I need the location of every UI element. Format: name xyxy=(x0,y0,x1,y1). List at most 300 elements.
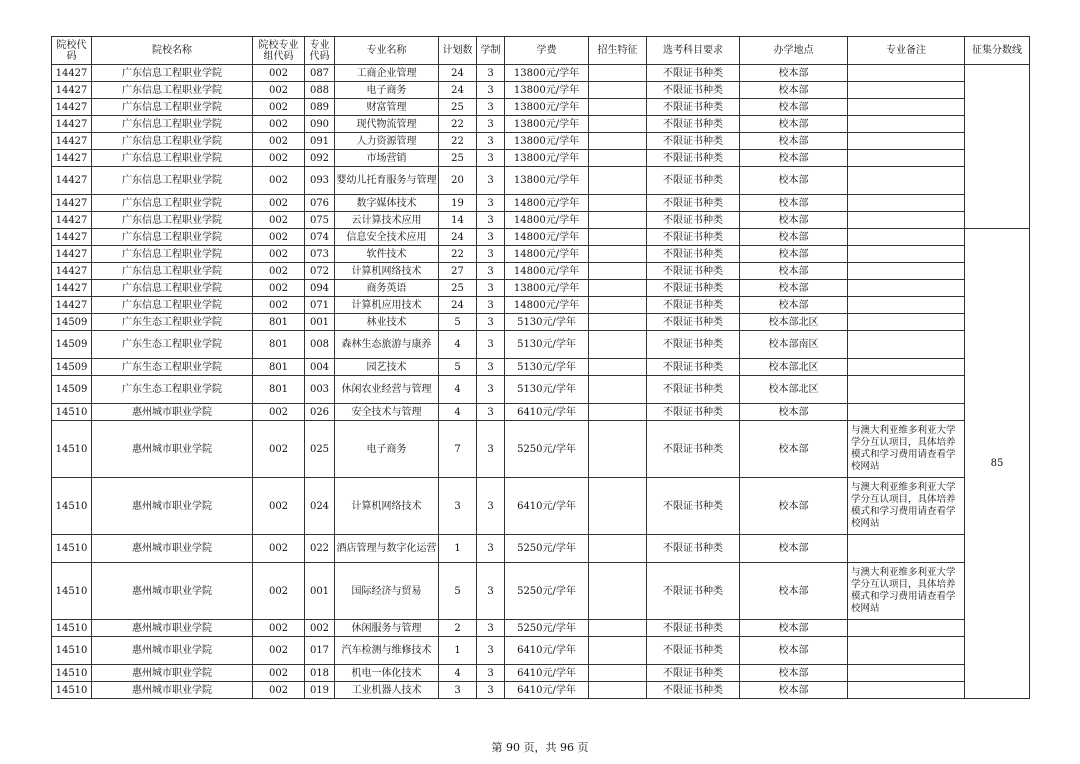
years-cell: 3 xyxy=(477,229,505,246)
feature-cell xyxy=(589,535,647,563)
header-group-code: 院校专业组代码 xyxy=(253,37,305,65)
group-code-cell: 002 xyxy=(253,421,305,478)
header-school-code: 院校代码 xyxy=(52,37,92,65)
remark-cell xyxy=(848,167,965,195)
remark-cell xyxy=(848,65,965,82)
major-code-cell: 017 xyxy=(305,637,335,665)
tuition-cell: 13800元/学年 xyxy=(505,133,589,150)
page-footer: 第 90 页，共 96 页 xyxy=(491,741,589,754)
group-code-cell: 801 xyxy=(253,314,305,331)
remark-cell xyxy=(848,620,965,637)
table-row xyxy=(52,478,1030,535)
school-code-cell: 14510 xyxy=(52,421,92,478)
plan-cell: 24 xyxy=(439,82,477,99)
tuition-cell: 14800元/学年 xyxy=(505,297,589,314)
major-name-cell: 计算机网络技术 xyxy=(335,263,439,280)
plan-cell: 25 xyxy=(439,280,477,297)
group-code-cell: 002 xyxy=(253,620,305,637)
school-code-cell: 14509 xyxy=(52,376,92,404)
subject-cell: 不限证书种类 xyxy=(647,212,740,229)
remark-cell: 与澳大利亚维多利亚大学学分互认项目，具体培养模式和学习费用请查看学校网站 xyxy=(848,478,965,535)
remark-cell xyxy=(848,359,965,376)
major-name-cell: 财富管理 xyxy=(335,99,439,116)
tuition-cell: 5130元/学年 xyxy=(505,331,589,359)
table-row xyxy=(52,376,1030,404)
plan-cell: 25 xyxy=(439,99,477,116)
subject-cell: 不限证书种类 xyxy=(647,229,740,246)
feature-cell xyxy=(589,563,647,620)
plan-cell: 1 xyxy=(439,637,477,665)
major-code-cell: 074 xyxy=(305,229,335,246)
school-code-cell: 14427 xyxy=(52,280,92,297)
school-code-cell: 14510 xyxy=(52,478,92,535)
group-code-cell: 002 xyxy=(253,116,305,133)
feature-cell xyxy=(589,637,647,665)
school-code-cell: 14427 xyxy=(52,167,92,195)
plan-cell: 2 xyxy=(439,620,477,637)
years-cell: 3 xyxy=(477,65,505,82)
major-name-cell: 酒店管理与数字化运营 xyxy=(335,535,439,563)
location-cell: 校本部 xyxy=(740,167,848,195)
school-code-cell: 14427 xyxy=(52,297,92,314)
years-cell: 3 xyxy=(477,563,505,620)
major-name-cell: 计算机应用技术 xyxy=(335,297,439,314)
group-code-cell: 002 xyxy=(253,167,305,195)
major-code-cell: 008 xyxy=(305,331,335,359)
school-code-cell: 14510 xyxy=(52,535,92,563)
tuition-cell: 14800元/学年 xyxy=(505,195,589,212)
remark-cell xyxy=(848,280,965,297)
tuition-cell: 13800元/学年 xyxy=(505,116,589,133)
plan-cell: 20 xyxy=(439,167,477,195)
table-row xyxy=(52,682,1030,699)
plan-cell: 22 xyxy=(439,246,477,263)
school-name-cell: 广东生态工程职业学院 xyxy=(92,314,253,331)
years-cell: 3 xyxy=(477,421,505,478)
feature-cell xyxy=(589,133,647,150)
location-cell: 校本部 xyxy=(740,212,848,229)
school-name-cell: 惠州城市职业学院 xyxy=(92,637,253,665)
group-code-cell: 002 xyxy=(253,404,305,421)
group-code-cell: 002 xyxy=(253,99,305,116)
years-cell: 3 xyxy=(477,212,505,229)
school-name-cell: 广东信息工程职业学院 xyxy=(92,246,253,263)
tuition-cell: 13800元/学年 xyxy=(505,150,589,167)
score-cell-empty xyxy=(965,65,1030,229)
major-code-cell: 004 xyxy=(305,359,335,376)
school-name-cell: 广东信息工程职业学院 xyxy=(92,263,253,280)
subject-cell: 不限证书种类 xyxy=(647,65,740,82)
table-header-row xyxy=(52,37,1030,65)
location-cell: 校本部 xyxy=(740,637,848,665)
school-code-cell: 14427 xyxy=(52,263,92,280)
remark-cell xyxy=(848,404,965,421)
feature-cell xyxy=(589,620,647,637)
major-name-cell: 国际经济与贸易 xyxy=(335,563,439,620)
school-code-cell: 14427 xyxy=(52,99,92,116)
plan-cell: 14 xyxy=(439,212,477,229)
location-cell: 校本部 xyxy=(740,665,848,682)
feature-cell xyxy=(589,421,647,478)
school-name-cell: 广东信息工程职业学院 xyxy=(92,229,253,246)
major-name-cell: 计算机网络技术 xyxy=(335,478,439,535)
location-cell: 校本部 xyxy=(740,421,848,478)
remark-cell xyxy=(848,246,965,263)
subject-cell: 不限证书种类 xyxy=(647,314,740,331)
school-name-cell: 广东生态工程职业学院 xyxy=(92,331,253,359)
school-name-cell: 广东信息工程职业学院 xyxy=(92,195,253,212)
plan-cell: 22 xyxy=(439,116,477,133)
group-code-cell: 002 xyxy=(253,682,305,699)
subject-cell: 不限证书种类 xyxy=(647,665,740,682)
subject-cell: 不限证书种类 xyxy=(647,133,740,150)
plan-cell: 24 xyxy=(439,65,477,82)
major-name-cell: 信息安全技术应用 xyxy=(335,229,439,246)
years-cell: 3 xyxy=(477,246,505,263)
tuition-cell: 13800元/学年 xyxy=(505,280,589,297)
years-cell: 3 xyxy=(477,359,505,376)
tuition-cell: 5130元/学年 xyxy=(505,314,589,331)
school-name-cell: 惠州城市职业学院 xyxy=(92,421,253,478)
school-code-cell: 14509 xyxy=(52,359,92,376)
school-name-cell: 广东信息工程职业学院 xyxy=(92,65,253,82)
header-feature: 招生特征 xyxy=(589,37,647,65)
tuition-cell: 5130元/学年 xyxy=(505,376,589,404)
school-name-cell: 惠州城市职业学院 xyxy=(92,563,253,620)
school-code-cell: 14509 xyxy=(52,331,92,359)
location-cell: 校本部 xyxy=(740,229,848,246)
header-tuition: 学费 xyxy=(505,37,589,65)
location-cell: 校本部 xyxy=(740,263,848,280)
table-row xyxy=(52,133,1030,150)
plan-cell: 1 xyxy=(439,535,477,563)
group-code-cell: 002 xyxy=(253,229,305,246)
group-code-cell: 002 xyxy=(253,478,305,535)
feature-cell xyxy=(589,263,647,280)
location-cell: 校本部北区 xyxy=(740,314,848,331)
table-row xyxy=(52,280,1030,297)
major-name-cell: 机电一体化技术 xyxy=(335,665,439,682)
major-code-cell: 092 xyxy=(305,150,335,167)
plan-cell: 24 xyxy=(439,229,477,246)
subject-cell: 不限证书种类 xyxy=(647,478,740,535)
remark-cell: 与澳大利亚维多利亚大学学分互认项目，具体培养模式和学习费用请查看学校网站 xyxy=(848,421,965,478)
feature-cell xyxy=(589,280,647,297)
subject-cell: 不限证书种类 xyxy=(647,116,740,133)
table-row xyxy=(52,637,1030,665)
years-cell: 3 xyxy=(477,376,505,404)
location-cell: 校本部 xyxy=(740,195,848,212)
table-row xyxy=(52,297,1030,314)
remark-cell xyxy=(848,263,965,280)
school-name-cell: 广东生态工程职业学院 xyxy=(92,376,253,404)
tuition-cell: 5250元/学年 xyxy=(505,421,589,478)
major-code-cell: 003 xyxy=(305,376,335,404)
school-name-cell: 惠州城市职业学院 xyxy=(92,665,253,682)
school-name-cell: 惠州城市职业学院 xyxy=(92,535,253,563)
tuition-cell: 13800元/学年 xyxy=(505,99,589,116)
location-cell: 校本部 xyxy=(740,535,848,563)
feature-cell xyxy=(589,478,647,535)
school-code-cell: 14510 xyxy=(52,404,92,421)
feature-cell xyxy=(589,404,647,421)
table-body xyxy=(52,65,1030,699)
school-name-cell: 广东信息工程职业学院 xyxy=(92,133,253,150)
group-code-cell: 002 xyxy=(253,150,305,167)
major-name-cell: 现代物流管理 xyxy=(335,116,439,133)
tuition-cell: 6410元/学年 xyxy=(505,665,589,682)
years-cell: 3 xyxy=(477,195,505,212)
school-code-cell: 14510 xyxy=(52,637,92,665)
years-cell: 3 xyxy=(477,280,505,297)
group-code-cell: 002 xyxy=(253,133,305,150)
feature-cell xyxy=(589,682,647,699)
feature-cell xyxy=(589,297,647,314)
years-cell: 3 xyxy=(477,167,505,195)
remark-cell xyxy=(848,195,965,212)
header-school-name: 院校名称 xyxy=(92,37,253,65)
school-code-cell: 14510 xyxy=(52,620,92,637)
major-name-cell: 森林生态旅游与康养 xyxy=(335,331,439,359)
table-row xyxy=(52,535,1030,563)
location-cell: 校本部 xyxy=(740,65,848,82)
school-name-cell: 广东信息工程职业学院 xyxy=(92,82,253,99)
plan-cell: 22 xyxy=(439,133,477,150)
remark-cell xyxy=(848,82,965,99)
tuition-cell: 13800元/学年 xyxy=(505,82,589,99)
location-cell: 校本部 xyxy=(740,82,848,99)
header-major-name: 专业名称 xyxy=(335,37,439,65)
group-code-cell: 002 xyxy=(253,535,305,563)
major-code-cell: 088 xyxy=(305,82,335,99)
feature-cell xyxy=(589,150,647,167)
major-code-cell: 019 xyxy=(305,682,335,699)
school-name-cell: 广东信息工程职业学院 xyxy=(92,212,253,229)
school-code-cell: 14427 xyxy=(52,195,92,212)
subject-cell: 不限证书种类 xyxy=(647,167,740,195)
subject-cell: 不限证书种类 xyxy=(647,150,740,167)
remark-cell xyxy=(848,314,965,331)
plan-cell: 4 xyxy=(439,376,477,404)
school-name-cell: 广东信息工程职业学院 xyxy=(92,99,253,116)
tuition-cell: 14800元/学年 xyxy=(505,246,589,263)
header-location: 办学地点 xyxy=(740,37,848,65)
feature-cell xyxy=(589,195,647,212)
remark-cell xyxy=(848,150,965,167)
major-code-cell: 094 xyxy=(305,280,335,297)
major-name-cell: 休闲农业经营与管理 xyxy=(335,376,439,404)
group-code-cell: 002 xyxy=(253,82,305,99)
school-name-cell: 广东信息工程职业学院 xyxy=(92,150,253,167)
feature-cell xyxy=(589,314,647,331)
major-name-cell: 软件技术 xyxy=(335,246,439,263)
school-name-cell: 惠州城市职业学院 xyxy=(92,620,253,637)
school-name-cell: 惠州城市职业学院 xyxy=(92,404,253,421)
major-code-cell: 075 xyxy=(305,212,335,229)
location-cell: 校本部 xyxy=(740,280,848,297)
major-code-cell: 001 xyxy=(305,563,335,620)
school-name-cell: 广东信息工程职业学院 xyxy=(92,280,253,297)
school-code-cell: 14510 xyxy=(52,665,92,682)
tuition-cell: 14800元/学年 xyxy=(505,229,589,246)
tuition-cell: 13800元/学年 xyxy=(505,167,589,195)
school-code-cell: 14427 xyxy=(52,246,92,263)
subject-cell: 不限证书种类 xyxy=(647,99,740,116)
major-code-cell: 024 xyxy=(305,478,335,535)
major-name-cell: 园艺技术 xyxy=(335,359,439,376)
location-cell: 校本部 xyxy=(740,682,848,699)
remark-cell xyxy=(848,212,965,229)
major-name-cell: 数字媒体技术 xyxy=(335,195,439,212)
years-cell: 3 xyxy=(477,535,505,563)
table-row xyxy=(52,359,1030,376)
subject-cell: 不限证书种类 xyxy=(647,82,740,99)
table-row xyxy=(52,665,1030,682)
major-name-cell: 电子商务 xyxy=(335,421,439,478)
school-name-cell: 广东信息工程职业学院 xyxy=(92,297,253,314)
major-name-cell: 汽车检测与维修技术 xyxy=(335,637,439,665)
feature-cell xyxy=(589,82,647,99)
school-name-cell: 广东生态工程职业学院 xyxy=(92,359,253,376)
remark-cell xyxy=(848,665,965,682)
tuition-cell: 5250元/学年 xyxy=(505,535,589,563)
years-cell: 3 xyxy=(477,404,505,421)
major-name-cell: 工业机器人技术 xyxy=(335,682,439,699)
subject-cell: 不限证书种类 xyxy=(647,263,740,280)
feature-cell xyxy=(589,376,647,404)
major-code-cell: 026 xyxy=(305,404,335,421)
years-cell: 3 xyxy=(477,314,505,331)
table-row xyxy=(52,263,1030,280)
group-code-cell: 801 xyxy=(253,376,305,404)
plan-cell: 5 xyxy=(439,314,477,331)
subject-cell: 不限证书种类 xyxy=(647,404,740,421)
group-code-cell: 801 xyxy=(253,331,305,359)
location-cell: 校本部北区 xyxy=(740,376,848,404)
table-row xyxy=(52,82,1030,99)
major-code-cell: 072 xyxy=(305,263,335,280)
location-cell: 校本部 xyxy=(740,133,848,150)
remark-cell: 与澳大利亚维多利亚大学学分互认项目，具体培养模式和学习费用请查看学校网站 xyxy=(848,563,965,620)
major-code-cell: 093 xyxy=(305,167,335,195)
plan-cell: 4 xyxy=(439,331,477,359)
table-row xyxy=(52,563,1030,620)
table-row xyxy=(52,229,1030,246)
location-cell: 校本部北区 xyxy=(740,359,848,376)
subject-cell: 不限证书种类 xyxy=(647,297,740,314)
tuition-cell: 14800元/学年 xyxy=(505,212,589,229)
school-code-cell: 14510 xyxy=(52,682,92,699)
feature-cell xyxy=(589,65,647,82)
tuition-cell: 6410元/学年 xyxy=(505,637,589,665)
major-code-cell: 022 xyxy=(305,535,335,563)
feature-cell xyxy=(589,212,647,229)
remark-cell xyxy=(848,133,965,150)
major-code-cell: 071 xyxy=(305,297,335,314)
plan-cell: 25 xyxy=(439,150,477,167)
school-name-cell: 惠州城市职业学院 xyxy=(92,478,253,535)
years-cell: 3 xyxy=(477,478,505,535)
header-plan: 计划数 xyxy=(439,37,477,65)
major-name-cell: 电子商务 xyxy=(335,82,439,99)
table-row xyxy=(52,195,1030,212)
table-row xyxy=(52,99,1030,116)
feature-cell xyxy=(589,246,647,263)
school-name-cell: 广东信息工程职业学院 xyxy=(92,167,253,195)
admission-table xyxy=(51,36,1030,699)
table-row xyxy=(52,421,1030,478)
table-row xyxy=(52,314,1030,331)
location-cell: 校本部 xyxy=(740,246,848,263)
tuition-cell: 13800元/学年 xyxy=(505,65,589,82)
plan-cell: 4 xyxy=(439,404,477,421)
remark-cell xyxy=(848,99,965,116)
remark-cell xyxy=(848,331,965,359)
subject-cell: 不限证书种类 xyxy=(647,331,740,359)
plan-cell: 24 xyxy=(439,297,477,314)
header-years: 学制 xyxy=(477,37,505,65)
subject-cell: 不限证书种类 xyxy=(647,359,740,376)
subject-cell: 不限证书种类 xyxy=(647,682,740,699)
remark-cell xyxy=(848,229,965,246)
location-cell: 校本部 xyxy=(740,404,848,421)
major-name-cell: 市场营销 xyxy=(335,150,439,167)
school-code-cell: 14510 xyxy=(52,563,92,620)
table-row xyxy=(52,620,1030,637)
group-code-cell: 002 xyxy=(253,280,305,297)
score-line-cell: 85 xyxy=(965,229,1030,699)
years-cell: 3 xyxy=(477,263,505,280)
years-cell: 3 xyxy=(477,150,505,167)
table-row xyxy=(52,331,1030,359)
feature-cell xyxy=(589,229,647,246)
header-subject: 选考科目要求 xyxy=(647,37,740,65)
table-row xyxy=(52,167,1030,195)
plan-cell: 4 xyxy=(439,665,477,682)
major-code-cell: 090 xyxy=(305,116,335,133)
years-cell: 3 xyxy=(477,116,505,133)
major-code-cell: 002 xyxy=(305,620,335,637)
subject-cell: 不限证书种类 xyxy=(647,637,740,665)
header-major-code: 专业代码 xyxy=(305,37,335,65)
feature-cell xyxy=(589,665,647,682)
remark-cell xyxy=(848,116,965,133)
years-cell: 3 xyxy=(477,331,505,359)
group-code-cell: 002 xyxy=(253,563,305,620)
tuition-cell: 5250元/学年 xyxy=(505,563,589,620)
school-code-cell: 14427 xyxy=(52,82,92,99)
years-cell: 3 xyxy=(477,682,505,699)
location-cell: 校本部 xyxy=(740,297,848,314)
subject-cell: 不限证书种类 xyxy=(647,421,740,478)
major-name-cell: 商务英语 xyxy=(335,280,439,297)
admission-table-sheet xyxy=(51,36,1030,699)
location-cell: 校本部 xyxy=(740,150,848,167)
plan-cell: 5 xyxy=(439,563,477,620)
table-row xyxy=(52,404,1030,421)
remark-cell xyxy=(848,637,965,665)
years-cell: 3 xyxy=(477,297,505,314)
major-name-cell: 工商企业管理 xyxy=(335,65,439,82)
major-code-cell: 018 xyxy=(305,665,335,682)
location-cell: 校本部 xyxy=(740,620,848,637)
group-code-cell: 002 xyxy=(253,195,305,212)
subject-cell: 不限证书种类 xyxy=(647,376,740,404)
years-cell: 3 xyxy=(477,133,505,150)
tuition-cell: 6410元/学年 xyxy=(505,682,589,699)
group-code-cell: 002 xyxy=(253,246,305,263)
remark-cell xyxy=(848,297,965,314)
